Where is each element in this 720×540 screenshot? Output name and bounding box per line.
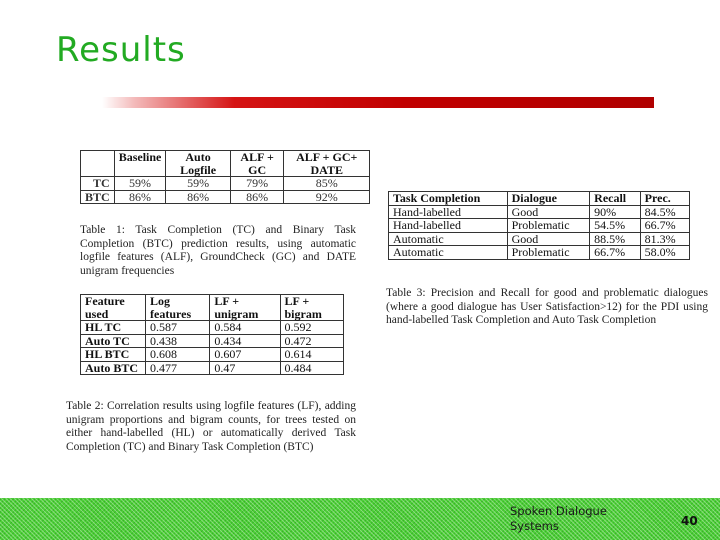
row-header: HL BTC: [81, 348, 146, 362]
table-cell: 0.438: [146, 334, 210, 348]
table-cell: 90%: [590, 205, 641, 219]
table-cell: 0.607: [210, 348, 280, 362]
table-header-row: [81, 151, 370, 177]
table-cell: Automatic: [389, 246, 508, 260]
column-header: Feature used: [81, 295, 146, 321]
table-row: [81, 190, 370, 204]
table-header-row: [389, 192, 690, 206]
table-1-caption: Table 1: Task Completion (TC) and Binary Task Completion (BTC) prediction results, using automatic logfile features (ALF), GroundCheck (GC) and DATE unigram frequencies: [80, 224, 356, 277]
table-3: [388, 191, 690, 260]
table-cell: 66.7%: [640, 219, 689, 233]
table-cell: Hand-labelled: [389, 219, 508, 233]
table-cell: 85%: [284, 177, 370, 191]
column-header: Auto Logfile: [166, 151, 230, 177]
table-row: [81, 361, 344, 375]
table-cell: 0.477: [146, 361, 210, 375]
column-header: Task Completion: [389, 192, 508, 206]
column-header: Dialogue: [507, 192, 590, 206]
table-cell: 0.472: [280, 334, 344, 348]
table-cell: 0.608: [146, 348, 210, 362]
table-row: [389, 219, 690, 233]
table-header-row: [81, 295, 344, 321]
column-header: ALF + GC+ DATE: [284, 151, 370, 177]
table-cell: 0.47: [210, 361, 280, 375]
table-3-caption: Table 3: Precision and Recall for good and problematic dialogues (where a good dialogue has User Satisfaction>12) for the PDI using hand-labelled Task Completion and Auto Task Completion: [386, 287, 708, 326]
table-cell: 88.5%: [590, 232, 641, 246]
row-header: Auto TC: [81, 334, 146, 348]
table-cell: 0.434: [210, 334, 280, 348]
table-cell: 58.0%: [640, 246, 689, 260]
table-row: [81, 321, 344, 335]
footer-title: Spoken Dialogue Systems: [510, 504, 607, 533]
column-header: Baseline: [114, 151, 166, 177]
table-row: [389, 246, 690, 260]
table-cell: Good: [507, 205, 590, 219]
table-cell: 0.484: [280, 361, 344, 375]
table-row: [389, 205, 690, 219]
row-header: TC: [81, 177, 115, 191]
table-cell: 79%: [230, 177, 284, 191]
footer-bar: [0, 498, 720, 540]
table-cell: 59%: [166, 177, 230, 191]
column-header: Log features: [146, 295, 210, 321]
table-cell: 86%: [166, 190, 230, 204]
table-cell: Good: [507, 232, 590, 246]
column-header: Recall: [590, 192, 641, 206]
table-cell: 86%: [114, 190, 166, 204]
table-cell: 0.587: [146, 321, 210, 335]
column-header: LF + unigram: [210, 295, 280, 321]
row-header: Auto BTC: [81, 361, 146, 375]
page-number: 40: [681, 514, 698, 528]
table-row: [81, 334, 344, 348]
table-cell: 54.5%: [590, 219, 641, 233]
table-cell: Problematic: [507, 219, 590, 233]
table-cell: 92%: [284, 190, 370, 204]
table-cell: 86%: [230, 190, 284, 204]
table-row: [81, 348, 344, 362]
column-header: LF + bigram: [280, 295, 344, 321]
column-header: Prec.: [640, 192, 689, 206]
table-1: [80, 150, 370, 204]
column-header: [81, 151, 115, 177]
slide-title: Results: [56, 30, 186, 70]
table-row: [389, 232, 690, 246]
table-cell: 0.614: [280, 348, 344, 362]
row-header: BTC: [81, 190, 115, 204]
table-cell: Problematic: [507, 246, 590, 260]
table-2: [80, 294, 344, 375]
table-cell: 66.7%: [590, 246, 641, 260]
table-cell: 59%: [114, 177, 166, 191]
table-cell: 84.5%: [640, 205, 689, 219]
table-cell: Hand-labelled: [389, 205, 508, 219]
table-2-caption: Table 2: Correlation results using logfile features (LF), adding unigram proportions and bigram counts, for trees tested on either hand-labelled (HL) or automatically derived Task Completion (TC) and Binary Task Completion (BTC): [66, 400, 356, 453]
table-cell: 0.584: [210, 321, 280, 335]
table-row: [81, 177, 370, 191]
column-header: ALF + GC: [230, 151, 284, 177]
table-cell: 0.592: [280, 321, 344, 335]
table-cell: Automatic: [389, 232, 508, 246]
row-header: HL TC: [81, 321, 146, 335]
title-rule: [102, 97, 654, 108]
table-cell: 81.3%: [640, 232, 689, 246]
